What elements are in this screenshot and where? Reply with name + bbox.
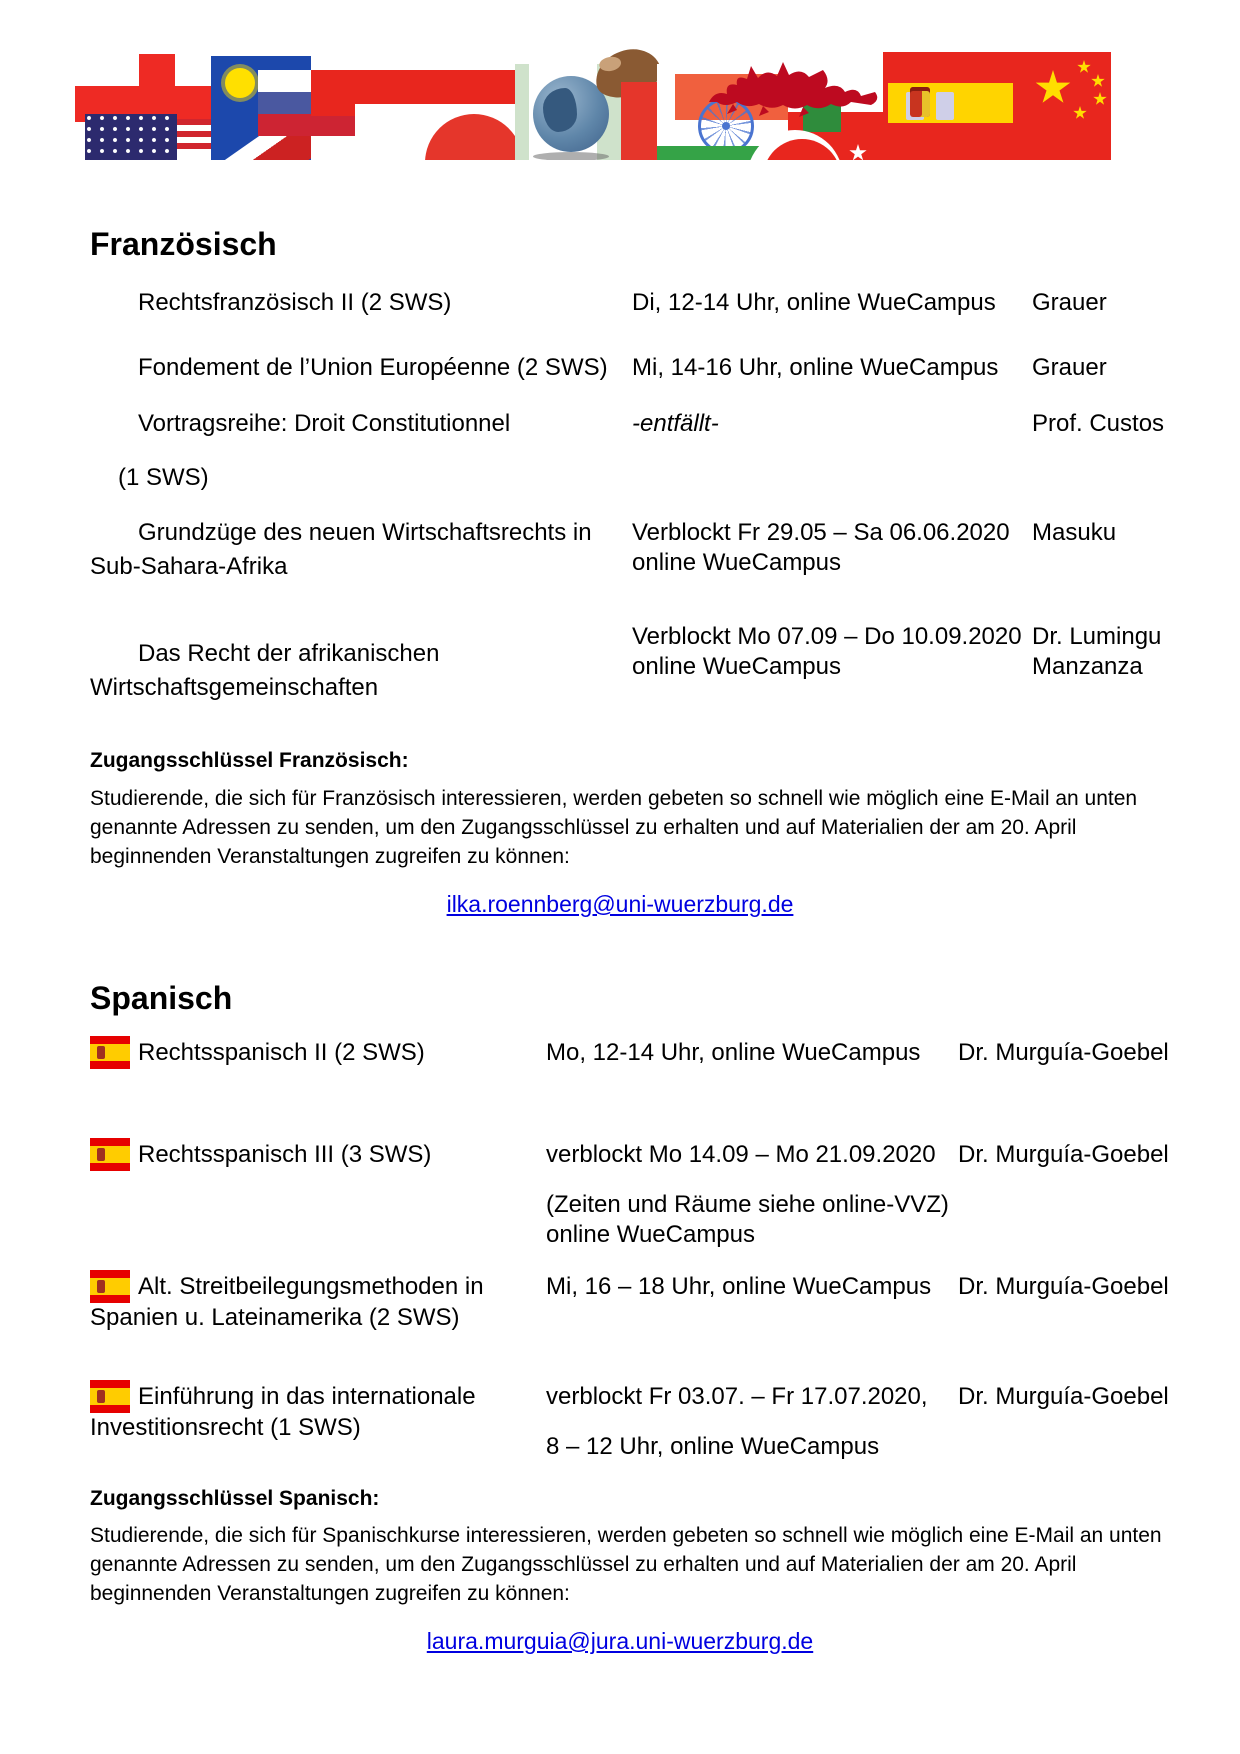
course-name-text: Rechtsspanisch II (2 SWS) [138, 1039, 425, 1066]
china-flag [1013, 56, 1111, 160]
course-lecturer [958, 1140, 1208, 1170]
text-line: Grauer [1032, 354, 1107, 381]
france-flag-icon [90, 406, 130, 443]
text-line: Dr. Murguía-Goebel [958, 1039, 1169, 1066]
course-title-line [90, 409, 620, 443]
course-title-line [90, 288, 620, 322]
text-line: (1 SWS) [118, 464, 209, 491]
course-lecturer [1032, 288, 1232, 318]
course-name-text: Grundzüge des neuen Wirtschaftsrechts in [138, 519, 592, 546]
course-name-text: Rechtsfranzösisch II (2 SWS) [138, 289, 452, 316]
course-title [90, 1272, 535, 1333]
small-star-icon [1091, 74, 1105, 88]
text-line: online WueCampus [632, 549, 842, 576]
course-schedule [632, 518, 1024, 578]
course-name-text: Einführung in das internationale [138, 1383, 476, 1410]
big-star-icon [1035, 70, 1071, 106]
course-schedule [632, 409, 1024, 439]
text-line: Studierende, die sich für Spanischkurse interessieren, werden gebeten so schnell wie möglich eine E-Mail an unten [90, 1524, 1162, 1547]
course-schedule [546, 1038, 950, 1068]
line-spacer [546, 1412, 950, 1432]
spain-flag-icon [90, 1036, 130, 1069]
japan-flag [355, 104, 531, 160]
course-title-line [90, 518, 620, 552]
flag-banner [75, 46, 1111, 160]
course-name-text: Vortragsreihe: Droit Constitutionnel [138, 410, 511, 437]
course-schedule [546, 1382, 950, 1462]
section-title-spanish: Spanisch [90, 980, 233, 1016]
text-line: Dr. Murguía-Goebel [958, 1383, 1169, 1410]
text-line: genannte Adressen zu senden, um den Zugangsschlüssel zu erhalten und auf Materialien der am 20. April [90, 1553, 1077, 1576]
email-link-spanish[interactable]: laura.murguia@jura.uni-wuerzburg.de [426, 1628, 814, 1654]
france-flag-icon [90, 350, 130, 387]
france-flag-icon [90, 515, 130, 552]
course-schedule [632, 622, 1024, 682]
access-key-paragraph-spanish [90, 1521, 1162, 1608]
france-flag-icon [90, 285, 130, 322]
globe-shadow-flag [533, 152, 609, 160]
course-name-text: Fondement de l’Union Européenne (2 SWS) [138, 354, 608, 381]
text-line: verblockt Fr 03.07. – Fr 17.07.2020, [546, 1383, 928, 1410]
course-schedule [632, 353, 1024, 383]
usa-flag [85, 114, 231, 160]
course-name-text: Das Recht der afrikanischen [138, 640, 440, 667]
spain-flag-icon [90, 1380, 130, 1413]
text-line: online WueCampus [632, 653, 842, 680]
text-line: Studierende, die sich für Französisch interessieren, werden gebeten so schnell wie möglich eine E-Mail an unten [90, 787, 1138, 810]
text-line: Manzanza [1032, 653, 1143, 680]
small-star-icon [1093, 92, 1107, 106]
text-line: Spanien u. Lateinamerika (2 SWS) [90, 1304, 460, 1331]
course-lecturer [1032, 409, 1232, 439]
text-line: online WueCampus [546, 1221, 756, 1248]
access-key-paragraph-french [90, 784, 1137, 871]
course-title [90, 409, 620, 493]
line-spacer [546, 1170, 950, 1190]
text-line: Dr. Murguía-Goebel [958, 1273, 1169, 1300]
text-line: Prof. Custos [1032, 410, 1165, 437]
course-title [90, 353, 620, 387]
course-lecturer [1032, 353, 1232, 383]
course-title [90, 1140, 535, 1171]
spain-flag-icon [90, 1138, 130, 1171]
course-title [90, 288, 620, 322]
course-lecturer [958, 1382, 1208, 1412]
text-line: verblockt Mo 14.09 – Mo 21.09.2020 [546, 1141, 936, 1168]
france-flag-icon [90, 636, 130, 673]
text-line: Mi, 14-16 Uhr, online WueCampus [632, 354, 999, 381]
course-lecturer [1032, 622, 1232, 682]
small-star-icon [1077, 60, 1091, 74]
course-schedule [546, 1272, 950, 1302]
text-line: Verblockt Fr 29.05 – Sa 06.06.2020 [632, 519, 1010, 546]
access-key-heading-spanish: Zugangsschlüssel Spanisch: [90, 1487, 380, 1510]
course-lecturer [1032, 518, 1232, 548]
course-title-line [90, 1140, 535, 1171]
small-star-icon [1073, 106, 1087, 120]
mexico-red-flag [621, 82, 657, 160]
course-name-text: Rechtsspanisch III (3 SWS) [138, 1141, 432, 1168]
spain-flag [888, 68, 1016, 138]
text-line: Mi, 16 – 18 Uhr, online WueCampus [546, 1273, 932, 1300]
course-lecturer [958, 1272, 1208, 1302]
course-title-line [90, 1038, 535, 1069]
course-title-line [90, 1382, 535, 1413]
spain-flag-icon [90, 1270, 130, 1303]
section-title-french: Französisch [90, 226, 277, 262]
text-line: beginnenden Veranstaltungen zugreifen zu können: [90, 1582, 570, 1605]
text-line: Verblockt Mo 07.09 – Do 10.09.2020 [632, 623, 1022, 650]
text-line: genannte Adressen zu senden, um den Zugangsschlüssel zu erhalten und auf Materialien der am 20. April [90, 816, 1077, 839]
wales-dragon-flag [703, 54, 888, 118]
text-line: Sub-Sahara-Afrika [90, 553, 288, 580]
text-line: 8 – 12 Uhr, online WueCampus [546, 1433, 880, 1460]
text-line: Grauer [1032, 289, 1107, 316]
course-title-line [90, 639, 620, 673]
access-key-heading-french: Zugangsschlüssel Französisch: [90, 749, 409, 772]
text-line: Dr. Murguía-Goebel [958, 1141, 1169, 1168]
course-schedule [546, 1140, 950, 1250]
text-line: Mo, 12-14 Uhr, online WueCampus [546, 1039, 921, 1066]
email-row-french [90, 889, 1150, 919]
course-title-line [90, 1272, 535, 1303]
text-line: Di, 12-14 Uhr, online WueCampus [632, 289, 996, 316]
text-line: Investitionsrecht (1 SWS) [90, 1414, 361, 1441]
text-line: Dr. Lumingu [1032, 623, 1162, 650]
text-line: beginnenden Veranstaltungen zugreifen zu können: [90, 845, 570, 868]
course-title [90, 1382, 535, 1443]
line-spacer [90, 443, 620, 463]
email-link-french[interactable]: ilka.roennberg@uni-wuerzburg.de [446, 891, 794, 917]
course-schedule [632, 288, 1024, 318]
course-title [90, 622, 620, 703]
text-line: Wirtschaftsgemeinschaften [90, 674, 379, 701]
text-line: -entfällt- [632, 410, 719, 437]
course-lecturer [958, 1038, 1208, 1068]
email-row-spanish [90, 1626, 1150, 1656]
text-line: (Zeiten und Räume siehe online-VVZ) [546, 1191, 949, 1218]
dragon-icon [703, 54, 888, 118]
course-title [90, 1038, 535, 1069]
course-title [90, 518, 620, 582]
course-title-line [90, 353, 620, 387]
text-line: Masuku [1032, 519, 1117, 546]
course-name-text: Alt. Streitbeilegungsmethoden in [138, 1273, 484, 1300]
